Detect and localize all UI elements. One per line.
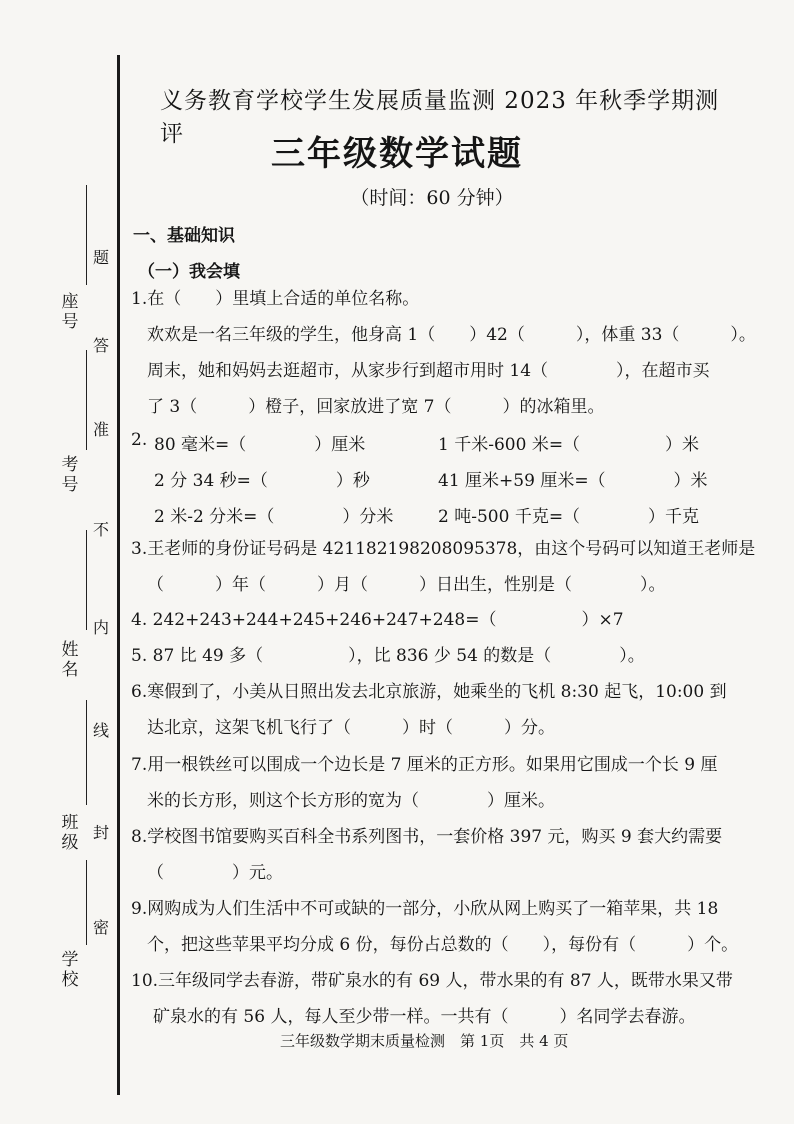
seal-char-nei: 内 [92,618,109,637]
question-9 [131,892,751,964]
question-1 [131,282,756,426]
class-line [86,700,87,805]
seal-char-zhun: 准 [92,420,109,439]
seal-char-bu: 不 [92,520,109,539]
school-label: 学校 [61,950,79,990]
question-4: 4. 242+243+244+245+246+247+248=（ ）×7 [131,610,624,630]
question-3-line-2: （ ）年（ ）月（ ）日出生，性别是（ ）。 [147,575,666,595]
binding-line [117,55,120,1095]
exam-subtitle: 义务教育学校学生发展质量监测 2023 年秋季学期测评 [160,88,720,147]
question-3 [131,532,756,604]
exam-number-label: 考号 [61,455,79,495]
question-1-line-3: 周末，她和妈妈去逛超市，从家步行到超市用时 14（ ），在超市买 [147,361,710,381]
question-2-item: 2 吨-500 千克=（ ）千克 [438,507,700,527]
question-8-line-1: 8.学校图书馆要购买百科全书系列图书，一套价格 397 元，购买 9 套大约需要 [131,827,723,847]
question-9-line-2: 个，把这些苹果平均分成 6 份，每份占总数的（ ），每份有（ ）个。 [147,935,739,955]
question-6-line-1: 6.寒假到了，小美从日照出发去北京旅游，她乘坐的飞机 8:30 起飞，10:00 到 [131,682,727,702]
name-label: 姓名 [61,640,79,680]
question-2-item: 1 千米-600 米=（ ）米 [438,435,700,455]
question-8 [131,820,751,892]
question-2-item: 80 毫米=（ ）厘米 [154,435,366,455]
name-line [86,530,87,630]
seal-char-ti: 题 [92,248,109,267]
exam-title: 三年级数学试题 [271,134,523,174]
question-2-number: 2. [131,430,148,450]
page-footer: 三年级数学期末质量检测 第 1页 共 4 页 [280,1032,569,1050]
question-9-line-1: 9.网购成为人们生活中不可或缺的一部分，小欣从网上购买了一箱苹果，共 18 [131,899,719,919]
question-2-item: 2 分 34 秒=（ ）秒 [154,471,370,491]
seat-number-label: 座号 [61,292,79,332]
question-10-line-1: 10.三年级同学去春游，带矿泉水的有 69 人，带水果的有 87 人，既带水果又带 [131,971,733,991]
question-6 [131,675,751,747]
seal-char-xian: 线 [92,721,109,740]
class-label: 班级 [61,813,79,853]
question-10 [131,964,751,1036]
question-7 [131,748,751,820]
school-line [86,860,87,945]
question-7-line-1: 7.用一根铁丝可以围成一个边长是 7 厘米的正方形。如果用它围成一个长 9 厘 [131,755,718,775]
question-7-line-2: 米的长方形，则这个长方形的宽为（ ）厘米。 [147,791,555,811]
question-6-line-2: 达北京，这架飞机飞行了（ ）时（ ）分。 [147,718,555,738]
question-5: 5. 87 比 49 多（ ），比 836 少 54 的数是（ ）。 [131,646,645,666]
question-10-line-2: 矿泉水的有 56 人，每人至少带一样。一共有（ ）名同学去春游。 [153,1007,696,1027]
question-1-line-4: 了 3（ ）橙子，回家放进了宽 7（ ）的冰箱里。 [147,397,605,417]
question-1-line-1: 1.在（ ）里填上合适的单位名称。 [131,289,420,309]
question-2-item: 2 米-2 分米=（ ）分米 [154,507,394,527]
seal-char-da: 答 [92,336,109,355]
exam-duration: （时间：60 分钟） [350,187,514,209]
question-8-line-2: （ ）元。 [147,863,283,883]
seal-char-feng: 封 [92,823,109,842]
exam-number-line [86,350,87,450]
question-2-item: 41 厘米+59 厘米=（ ）米 [438,471,708,491]
seal-char-mi: 密 [92,918,109,937]
question-1-line-2: 欢欢是一名三年级的学生，他身高 1（ ）42（ ），体重 33（ ）。 [147,325,756,345]
section-heading: 一、基础知识 [133,226,235,246]
subsection-heading: （一）我会填 [138,262,240,282]
question-3-line-1: 3.王老师的身份证号码是 421182198208095378，由这个号码可以知道王老师是 [131,539,756,559]
